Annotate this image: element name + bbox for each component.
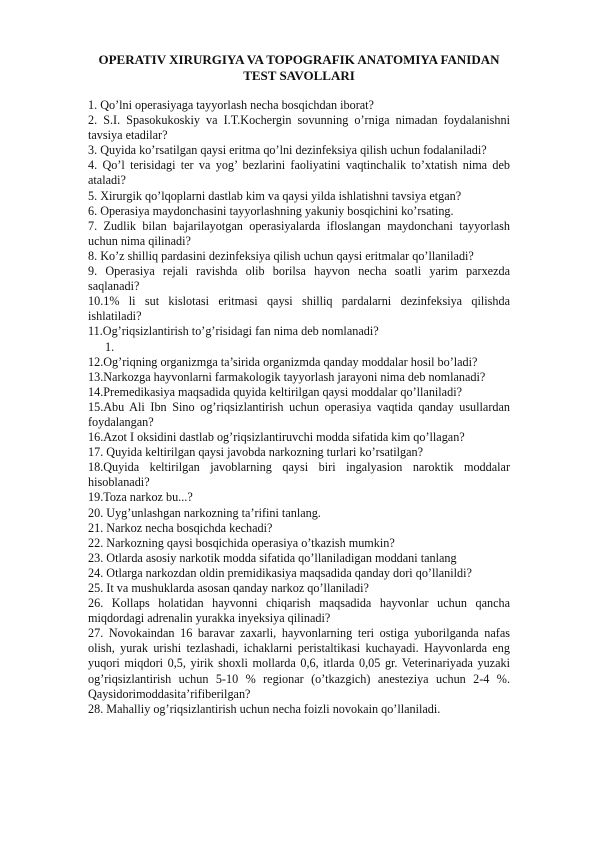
question-2: 2. S.I. Spasokukoskiy va I.T.Kochergin sovunning o’rniga nimadan foydalanishni tavsiya etadilar? — [88, 113, 510, 143]
question-8: 8. Ko’z shilliq pardasini dezinfeksiya qilish uchun qaysi eritmalar qo’llaniladi? — [88, 248, 474, 263]
question-17: 17. Quyida keltirilgan qaysi javobda narkozning turlari ko’rsatilgan? — [88, 445, 424, 460]
question-11: 11.Og’riqsizlantirish to’g’risidagi fan nima deb nomlanadi? — [88, 324, 379, 339]
question-9: 9. Operasiya rejali ravishda olib borilsa hayvon necha soatli yarim parxezda saqlanadi? — [88, 264, 510, 294]
question-1: 1. Qo’lni operasiyaga tayyorlash necha bosqichdan iborat? — [88, 98, 374, 112]
title-line-2: TEST SAVOLLARI — [243, 68, 355, 83]
question-23: 23. Otlarda asosiy narkotik modda sifatida qo’llaniladigan moddani tanlang — [88, 550, 457, 565]
question-15: 15.Abu Ali Ibn Sino og’riqsizlantirish uchun operasiya vaqtida qanday usullardan foydalangan? — [88, 399, 510, 429]
question-27: 27. Novokaindan 16 baravar zaxarli, hayvonlarning teri ostiga yuborilganda nafas olish, yurak urishi tezlashadi, ichaklarni peristaltikasi kuchayadi. Hayvonlarda eng yuqori miqdori 0,5, yirik shoxli mollarda 0,6, itlarda 0,05 gr. Veterinariyada yuzaki og’riqsizlantirish uchun 5-10 % regionar (o’tkazgich) anesteziya uchun 2-4 %. Qaysidorimoddasita’rifiberilgan? — [88, 626, 510, 701]
question-21: 21. Narkoz necha bosqichda kechadi? — [88, 520, 273, 535]
question-19: 19.Toza narkoz bu...? — [88, 490, 193, 505]
question-22: 22. Narkozning qaysi bosqichida operasiya o’tkazish mumkin? — [88, 535, 395, 550]
question-14: 14.Premedikasiya maqsadida quyida keltirilgan qaysi moddalar qo’llaniladi? — [88, 384, 462, 399]
question-list — [88, 98, 510, 717]
question-12: 12.Og’riqning organizmga ta’sirida organizmda qanday moddalar hosil bo’ladi? — [88, 354, 478, 369]
question-10: 10.1% li sut kislotasi eritmasi qaysi shilliq pardalarni dezinfeksiya qilishda ishlatiladi? — [88, 294, 510, 324]
title-line-1: OPERATIV XIRURGIYA VA TOPOGRAFIK ANATOMIYA FANIDAN — [98, 52, 500, 67]
question-4: 4. Qo’l terisidagi ter va yog’ bezlarini faoliyatini vaqtinchalik to’xtatish nima deb ataladi? — [88, 158, 510, 188]
question-20: 20. Uyg’unlashgan narkozning ta’rifini tanlang. — [88, 505, 321, 520]
question-7: 7. Zudlik bilan bajarilayotgan operasiyalarda ifloslangan maydonchani tayyorlash uchun nima qilinadi? — [88, 218, 510, 248]
question-6: 6. Operasiya maydonchasini tayyorlashning yakuniy bosqichini ko’rsating. — [88, 203, 454, 218]
question-5: 5. Xirurgik qo’lqoplarni dastlab kim va qaysi yilda ishlatishni tavsiya etgan? — [88, 188, 462, 203]
question-24: 24. Otlarga narkozdan oldin premidikasiya maqsadida qanday dori qo’llanildi? — [88, 565, 472, 580]
question-3: 3. Quyida ko’rsatilgan qaysi eritma qo’lni dezinfeksiya qilish uchun fodalaniladi? — [88, 143, 487, 158]
question-28: 28. Mahalliy og’riqsizlantirish uchun necha foizli novokain qo’llaniladi. — [88, 701, 441, 716]
question-25: 25. It va mushuklarda asosan qanday narkoz qo’llaniladi? — [88, 581, 369, 595]
question-16: 16.Azot I oksidini dastlab og’riqsizlantiruvchi modda sifatida kim qo’llagan? — [88, 430, 465, 445]
document-title — [88, 52, 510, 84]
list-marker: 1. — [105, 339, 115, 354]
question-13: 13.Narkozga hayvonlarni farmakologik tayyorlash jarayoni nima deb nomlanadi? — [88, 369, 486, 384]
question-26: 26. Kollaps holatidan hayvonni chiqarish maqsadida hayvonlar uchun qancha miqdordagi adrenalin yurakka inyeksiya qilinadi? — [88, 596, 510, 626]
question-18: 18.Quyida keltirilgan javoblarning qaysi biri ingalyasion naroktik moddalar hisoblanadi? — [88, 460, 510, 490]
